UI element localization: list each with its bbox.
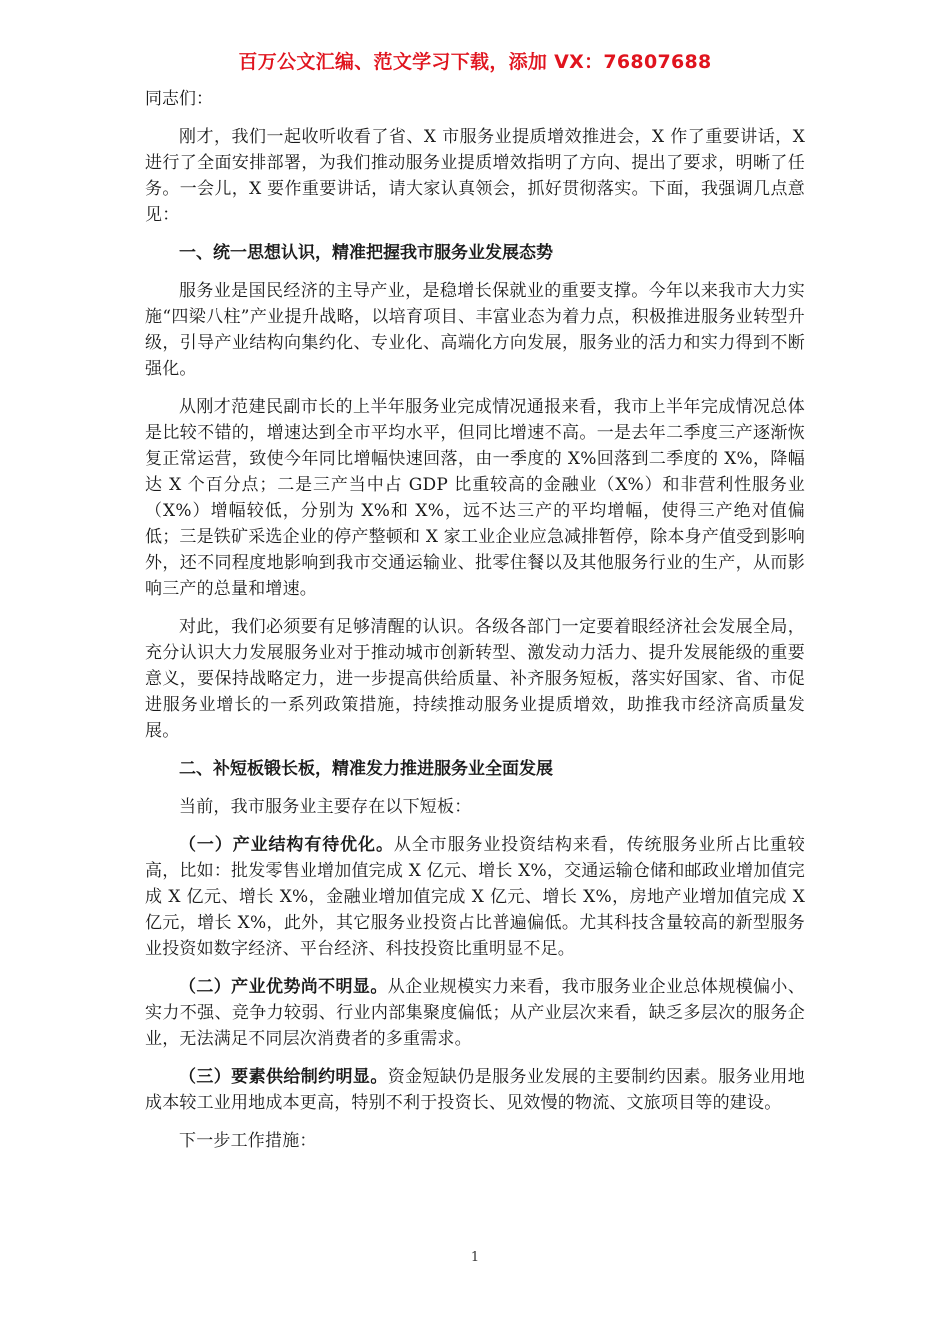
subheading-structure: （一）产业结构有待优化。 — [179, 835, 394, 855]
paragraph-structure-body: 从全市服务业投资结构来看，传统服务业所占比重较高，比如：批发零售业增加值完成 X 亿元、增长 X%，交通运输仓储和邮政业增加值完成 X 亿元、增长 X%，金融业增加值完成 X 亿元、增长 X%，房地产业增加值完成 X 亿元，增长 X%，此外，其它服务业投资占比普遍偏低。尤其科技含量较高的新型服务业投资如数字经济、平台经济、科技投资比重明显不足。 — [145, 835, 805, 959]
paragraph-advantage-body: 从企业规模实力来看，我市服务业企业总体规模偏小、实力不强、竞争力较弱、行业内部集聚度偏低；从产业层次来看，缺乏多层次的服务企业，无法满足不同层次消费者的多重需求。 — [145, 977, 805, 1049]
paragraph-service-overview: 服务业是国民经济的主导产业，是稳增长保就业的重要支撑。今年以来我市大力实施“四梁八柱”产业提升战略，以培育项目、丰富业态为着力点，积极推进服务业转型升级，引导产业结构向集约化、专业化、高端化方向发展，服务业的活力和实力得到不断强化。 — [145, 281, 805, 379]
page-number: 1 — [470, 1250, 480, 1265]
paragraph-next-steps: 下一步工作措施： — [179, 1131, 317, 1151]
paragraph-factors — [145, 1064, 805, 1116]
download-banner: 百万公文汇编、范文学习下载，添加 VX：76807688 — [238, 51, 712, 73]
salutation: 同志们： — [145, 89, 213, 109]
paragraph-awareness: 对此，我们必须要有足够清醒的认识。各级各部门一定要着眼经济社会发展全局，充分认识大力发展服务业对于推动城市创新转型、激发动力活力、提升发展能级的重要意义，要保持战略定力，进一步提高供给质量、补齐服务短板，落实好国家、省、市促进服务业增长的一系列政策措施，持续推动服务业提质增效，助推我市经济高质量发展。 — [145, 617, 805, 741]
paragraph-structure — [145, 832, 805, 962]
subheading-advantage: （二）产业优势尚不明显。 — [179, 977, 388, 997]
paragraph-intro: 刚才，我们一起收听收看了省、X 市服务业提质增效推进会，X 作了重要讲话，X 进行了全面安排部署，为我们推动服务业提质增效指明了方向、提出了要求，明晰了任务。一会儿，X 要作重要讲话，请大家认真领会，抓好贯彻落实。下面，我强调几点意见： — [145, 127, 805, 225]
subheading-factors: （三）要素供给制约明显。 — [179, 1067, 388, 1087]
section-heading-1: 一、统一思想认识，精准把握我市服务业发展态势 — [179, 243, 553, 263]
document-body — [145, 86, 805, 1166]
paragraph-advantage — [145, 974, 805, 1052]
section-heading-2: 二、补短板锻长板，精准发力推进服务业全面发展 — [179, 759, 553, 779]
paragraph-factors-body: 资金短缺仍是服务业发展的主要制约因素。服务业用地成本较工业用地成本更高，特别不利于投资长、见效慢的物流、文旅项目等的建设。 — [145, 1067, 805, 1113]
paragraph-half-year-report: 从刚才范建民副市长的上半年服务业完成情况通报来看，我市上半年完成情况总体是比较不错的，增速达到全市平均水平，但同比增速不高。一是去年二季度三产逐渐恢复正常运营，致使今年同比增幅快速回落，由一季度的 X%回落到二季度的 X%，降幅达 X 个百分点；二是三产当中占 GDP 比重较高的金融业（X%）和非营利性服务业（X%）增幅较低，分别为 X%和 X%，远不达三产的平均增幅，使得三产绝对值偏低；三是铁矿采选企业的停产整顿和 X 家工业企业应急减排暂停，除本身产值受到影响外，还不同程度地影响到我市交通运输业、批零住餐以及其他服务行业的生产，从而影响三产的总量和增速。 — [145, 397, 805, 599]
paragraph-shortcomings-intro: 当前，我市服务业主要存在以下短板： — [179, 797, 472, 817]
